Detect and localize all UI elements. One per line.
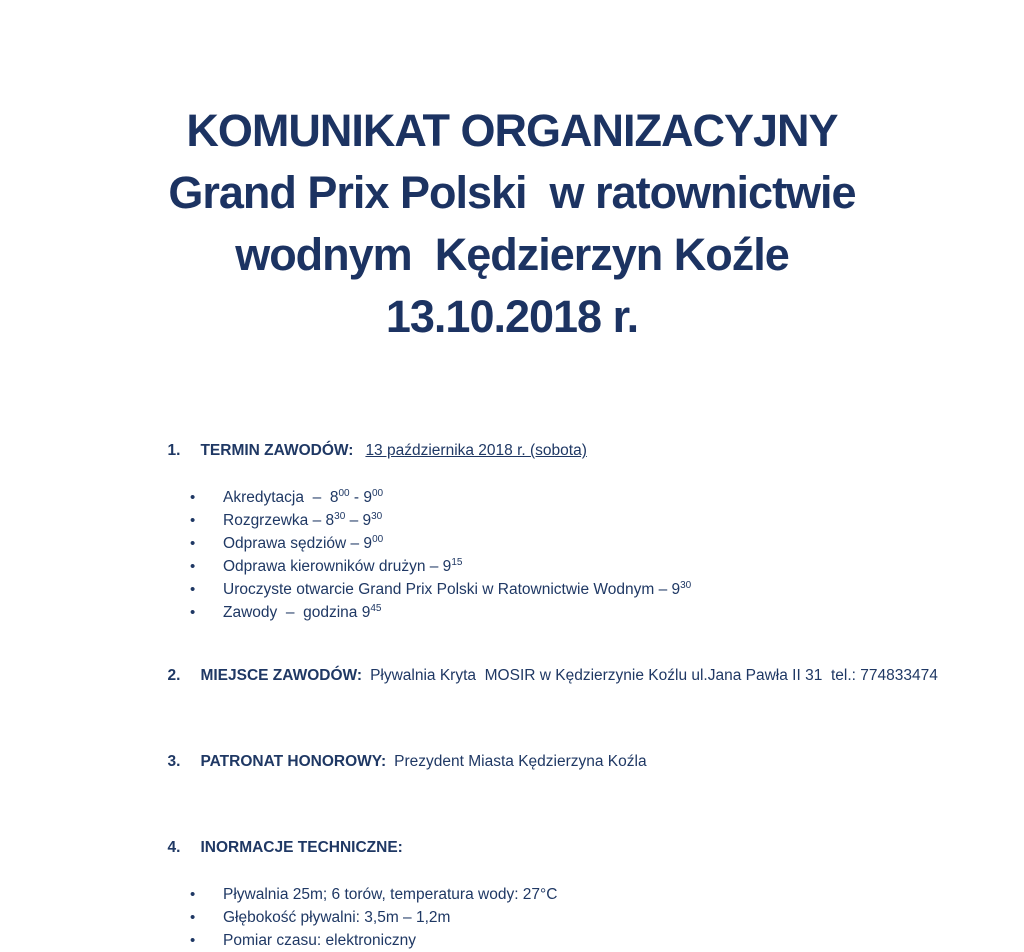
item-text: Uroczyste otwarcie Grand Prix Polski w Ratownictwie Wodnym – 9 <box>223 581 681 598</box>
list-item-uroczyste-otwarcie <box>0 578 1024 601</box>
time-superscript: 30 <box>680 579 692 591</box>
document-title <box>0 100 1024 348</box>
time-superscript: 30 <box>334 510 346 522</box>
document-body <box>0 416 1024 952</box>
item-text: Zawody – godzina 9 <box>223 604 371 621</box>
title-line-3: wodnym Kędzierzyn Koźle <box>235 229 789 280</box>
title-line-4: 13.10.2018 r. <box>385 291 639 342</box>
venue-text: Pływalnia Kryta MOSIR w Kędzierzynie Koźlu ul.Jana Pawła II 31 tel.: 774833474 <box>370 667 938 684</box>
item-text: Głębokość pływalni: 3,5m – 1,2m <box>223 909 451 926</box>
item-text: Odprawa sędziów – 9 <box>223 535 373 552</box>
time-superscript: 00 <box>372 533 384 545</box>
list-item-timing <box>0 929 1024 952</box>
item-text: - 9 <box>349 489 372 506</box>
section-heading: PATRONAT HONOROWY: <box>200 753 387 770</box>
list-item-pool-specs <box>0 883 1024 906</box>
section-informacje-techniczne <box>0 813 1024 952</box>
item-text: Pomiar czasu: elektroniczny <box>223 932 416 949</box>
section-heading-row <box>0 727 1024 796</box>
list-item-pool-depth <box>0 906 1024 929</box>
bullet-icon <box>190 601 195 624</box>
item-text: – 9 <box>345 512 372 529</box>
list-item-odprawa-sedziow <box>0 532 1024 555</box>
patron-text: Prezydent Miasta Kędzierzyna Koźla <box>394 753 647 770</box>
time-superscript: 00 <box>371 487 384 499</box>
section-patronat-honorowy <box>0 727 1024 796</box>
title-line-2: Grand Prix Polski w ratownictwie <box>168 167 856 218</box>
list-item-akredytacja <box>0 486 1024 509</box>
item-text: Odprawa kierowników drużyn – 9 <box>223 558 452 575</box>
item-text: Pływalnia 25m; 6 torów, temperatura wody: 27°C <box>223 886 558 903</box>
item-text: Rozgrzewka – 8 <box>223 512 335 529</box>
section-miejsce-zawodow <box>0 641 1024 710</box>
section-heading-row <box>0 416 1024 485</box>
title-line-1: KOMUNIKAT ORGANIZACYJNY <box>186 105 838 156</box>
bullet-icon <box>190 883 195 906</box>
bullet-icon <box>190 509 195 532</box>
time-superscript: 45 <box>370 602 382 614</box>
technical-list <box>0 883 1024 952</box>
time-superscript: 15 <box>451 556 463 568</box>
bullet-icon <box>190 929 195 952</box>
time-superscript: 30 <box>371 510 383 522</box>
section-termin-zawodow <box>0 416 1024 624</box>
section-number: 4. <box>167 839 181 856</box>
schedule-list <box>0 486 1024 624</box>
bullet-icon <box>190 532 195 555</box>
competition-date: 13 października 2018 r. (sobota) <box>365 442 587 459</box>
list-item-zawody <box>0 601 1024 624</box>
bullet-icon <box>190 486 195 509</box>
section-heading: TERMIN ZAWODÓW: <box>200 442 354 459</box>
bullet-icon <box>190 555 195 578</box>
section-heading: INORMACJE TECHNICZNE: <box>200 839 403 856</box>
section-number: 1. <box>167 442 181 459</box>
section-number: 2. <box>167 667 181 684</box>
list-item-odprawa-kierownikow <box>0 555 1024 578</box>
time-superscript: 00 <box>338 487 350 499</box>
section-heading: MIEJSCE ZAWODÓW: <box>200 667 363 684</box>
section-heading-row <box>0 641 1024 710</box>
list-item-rozgrzewka <box>0 509 1024 532</box>
bullet-icon <box>190 578 195 601</box>
bullet-icon <box>190 906 195 929</box>
item-text: Akredytacja – 8 <box>223 489 339 506</box>
section-number: 3. <box>167 753 181 770</box>
section-heading-row <box>0 813 1024 882</box>
